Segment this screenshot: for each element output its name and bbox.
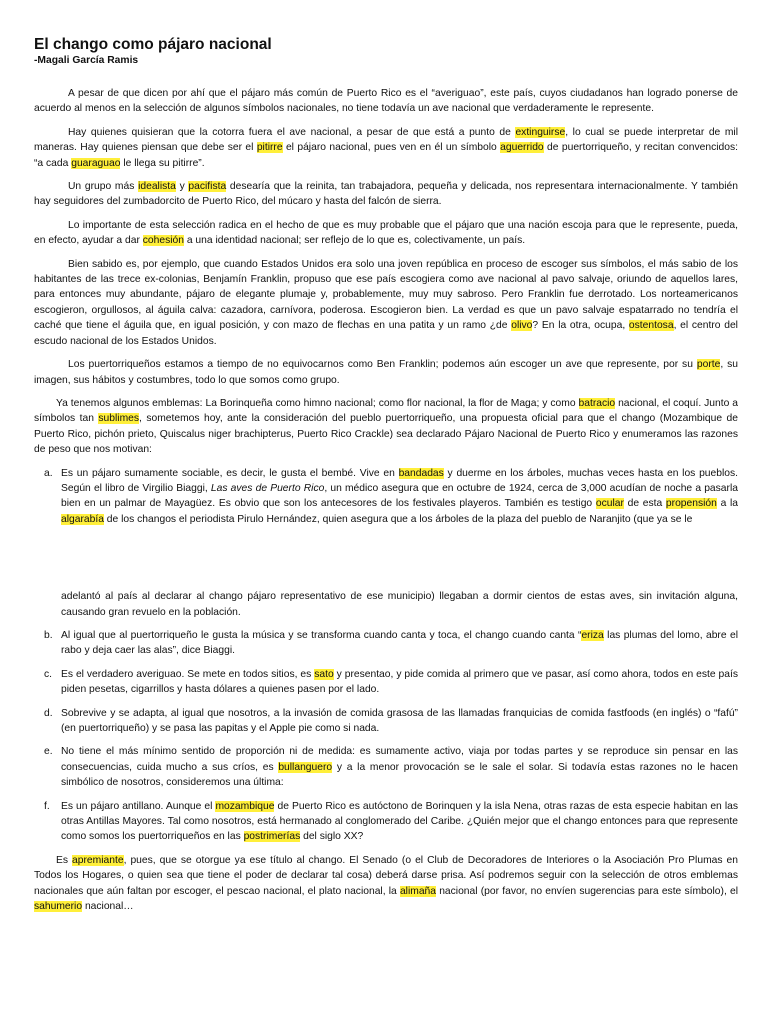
- highlighted-word: porte: [696, 359, 721, 371]
- highlighted-word: eriza: [581, 629, 604, 641]
- list-item-c: [34, 667, 738, 698]
- text-segment: de puertorriqueño, y recitan convencidos: “a cada: [34, 142, 739, 169]
- highlighted-word: batracio: [578, 397, 616, 409]
- text-segment: nacional, el coquí. Junto a símbolos tan: [34, 397, 738, 425]
- paragraph-7: [34, 396, 738, 458]
- text-segment: a una identidad nacional; ser reflejo de lo que es, colectivamente, un país.: [183, 235, 526, 247]
- book-title: Las aves de Puerto Rico: [210, 482, 325, 494]
- list-item-a: [34, 466, 738, 620]
- list-item-text: [61, 746, 738, 788]
- highlighted-word: idealista: [138, 181, 176, 193]
- text-segment: , lo cual se puede interpretar de mil maneras. Hay quienes piensan que debe ser el: [34, 126, 739, 154]
- text-segment: y duerme en los árboles, muchas veces hasta en los pueblos. Según el libro de Virgilio Biaggi,: [61, 467, 738, 494]
- document-author: -Magali García Ramis: [34, 55, 139, 66]
- highlighted-word: cohesión: [142, 235, 184, 247]
- text-segment: , sometemos hoy, ante la consideración del pueblo puertorriqueño, una propuesta oficial para que el chango (Mozambique de Puerto Rico, pichón prieto, Quiscalus niger brachipterus, Puerto Rico Crackle) sea declarado Pájaro Nacional de Puerto Rico y enumeramos las razones de peso que nos motivan:: [34, 413, 738, 456]
- text-segment: las plumas del lomo, abre el rabo y deja caer las alas”, dice Biaggi.: [61, 629, 738, 657]
- text-segment: Los puertorriqueños estamos a tiempo de no equivocarnos como Ben Franklin; podemos aún escoger un ave que represente, por su: [68, 359, 697, 371]
- text-segment: ? En la otra, ocupa,: [532, 320, 629, 332]
- text-segment: No tiene el más mínimo sentido de proporción ni de medida: es sumamente activo, viaja por todas partes y se reproduce sin pensar en las consecuencias, cuida mucho a sus críos, es: [61, 746, 738, 773]
- list-item-continuation: adelantó al país al declarar al chango pájaro representativo de ese municipio) llegaban a dormir cientos de estas aves, sin invitación alguna, causando gran revuelo en la población.: [61, 591, 738, 618]
- highlighted-word: bullanguero: [278, 761, 333, 773]
- highlighted-word: apremiante: [72, 854, 124, 866]
- text-segment: le llega su pitirre”.: [120, 157, 205, 169]
- text-segment: , pues, que se otorgue ya ese título al chango. El Senado (o el Club de Decoradores de Interiores o la Asociación Pro Plumas en Todos los Hogares, o quien sea que tiene el poder de declarar tal cosa) deberá darse prisa. Así podremos seguir con la selección de otros emblemas nacionales que aún faltan por escoger, el pescao nacional, el plato nacional, la: [34, 854, 738, 897]
- highlighted-word: algarabía: [61, 513, 104, 525]
- text-segment: Hay quienes quisieran que la cotorra fuera el ave nacional, a pesar de que está a punto de: [68, 126, 516, 138]
- text-segment: Es el verdadero averiguao. Se mete en todos sitios, es: [61, 668, 315, 680]
- list-item-text: [61, 708, 738, 734]
- text-segment: de esta: [623, 498, 666, 510]
- list-item-text: [61, 801, 738, 843]
- page-break-gap: [61, 527, 738, 589]
- paragraph-2: [34, 125, 738, 171]
- highlighted-word: extinguirse: [515, 126, 566, 138]
- text-segment: Bien sabido es, por ejemplo, que cuando Estados Unidos era solo una joven república en proceso de escoger sus símbolos, el más sabio de los habitantes de las trece ex-colonias, Benjamín Franklin, propuso que ese país escogiera como ave nacional al pavo salvaje, oriundo de aquellos lares, para entonces muy abundante, pájaro de elegante plumaje y, probablemente, muy muy sabroso. Pero Franklin fue derrotado. Los norteamericanos escogieron, orgullosos, al águila calva: cazadora, carnívora, poderosa. Escogieron bien. La verdad es que un pavo salvaje espatarrado no tendría el caché que tiene el águila que, en igual posición, y con mazo de flechas en una patita y un ramo ¿de: [34, 258, 738, 332]
- paragraph-5: [34, 257, 738, 349]
- highlighted-word: ocular: [595, 498, 624, 510]
- text-segment: A pesar de que dicen por ahí que el pájaro más común de Puerto Rico es el “averiguao”, este país, cuyos ciudadanos han logrado ponerse de acuerdo al menos en la selección de algunos símbolos nacionales, no tiene todavía un ave nacional que verdaderamente le represente.: [34, 88, 738, 115]
- paragraph-1: [34, 86, 738, 117]
- list-marker: c.: [44, 668, 53, 680]
- highlighted-word: sahumerio: [34, 901, 83, 913]
- highlighted-word: olivo: [511, 320, 533, 332]
- highlighted-word: sato: [314, 668, 334, 680]
- list-item-b: [34, 628, 738, 659]
- highlighted-word: mozambique: [215, 800, 275, 812]
- text-segment: y presentao, y pide comida al primero que ve pasar, así como ahora, todos en este país piden pesetas, cigarrillos y hasta dólares a quienes pasen por el lado.: [61, 668, 738, 696]
- highlighted-word: pitirre: [256, 142, 283, 154]
- paragraph-3: [34, 179, 738, 210]
- text-segment: de los changos el periodista Pirulo Hernández, quien asegura que a los árboles de la plaza del pueblo de Naranjito (que ya se le: [103, 513, 693, 525]
- list-item-text: [61, 468, 738, 525]
- highlighted-word: aguerrido: [500, 142, 544, 154]
- text-segment: Es un pájaro sumamente sociable, es decir, le gusta el bembé. Vive en: [61, 467, 399, 479]
- highlighted-word: pacifista: [188, 181, 227, 193]
- text-segment: Un grupo más: [68, 181, 139, 193]
- text-segment: el pájaro nacional, pues ven en él un símbolo: [282, 142, 501, 154]
- highlighted-word: sublimes: [98, 413, 140, 425]
- text-segment: , su imagen, sus hábitos y costumbres, todo lo que somos como grupo.: [34, 359, 738, 386]
- text-segment: y a la menor provocación se le sale el solar. Si todavía estas razones no le hacen simbólico de nosotros, consideremos una última:: [61, 761, 738, 789]
- text-segment: , un médico asegura que en octubre de 1924, cerca de 3,000 acudían de noche a pasarla bien en un palmar de Mayagüez. Es obvio que son los antecesores de los festivales playeros. También es testigo: [61, 482, 738, 510]
- reasons-list: [34, 466, 738, 845]
- highlighted-word: alimaña: [399, 885, 437, 897]
- highlighted-word: guaraguao: [71, 157, 121, 169]
- text-segment: del siglo XX?: [300, 831, 364, 843]
- text-segment: Es: [56, 854, 73, 866]
- text-segment: Ya tenemos algunos emblemas: La Borinqueña como himno nacional; como flor nacional, la flor de Maga; y como: [56, 397, 579, 409]
- list-marker: a.: [44, 467, 53, 479]
- list-marker: f.: [44, 800, 50, 812]
- list-marker: d.: [44, 707, 53, 719]
- list-item-text: [61, 669, 738, 695]
- highlighted-word: postrimerías: [243, 831, 301, 843]
- text-segment: Lo importante de esta selección radica en el hecho de que es muy probable que el pájaro que una nación escoja para que le represente, pueda, en efecto, ayudar a dar: [34, 219, 738, 247]
- text-segment: y: [175, 181, 189, 193]
- text-segment: desearía que la reinita, tan trabajadora, pequeña y delicada, nos representara internacionalmente. Y también hay seguidores del zumbadorcito de Puerto Rico, del múcaro y hasta del falcón de sierra.: [34, 181, 738, 208]
- text-segment: , el centro del escudo nacional de los Estados Unidos.: [34, 320, 738, 347]
- text-segment: nacional…: [82, 901, 134, 913]
- list-marker: e.: [44, 746, 53, 758]
- highlighted-word: bandadas: [398, 467, 444, 479]
- paragraph-4: [34, 218, 738, 249]
- text-segment: Al igual que al puertorriqueño le gusta la música y se transforma cuando canta y toca, el chango cuando canta “: [61, 629, 582, 641]
- paragraph-6: [34, 357, 738, 388]
- text-segment: a la: [716, 498, 739, 510]
- highlighted-word: ostentosa: [628, 320, 674, 332]
- list-marker: b.: [44, 629, 53, 641]
- highlighted-word: propensión: [665, 498, 717, 510]
- list-item-d: [34, 706, 738, 737]
- document-title: El chango como pájaro nacional: [34, 36, 272, 53]
- list-item-text: [61, 630, 738, 656]
- text-segment: Es un pájaro antillano. Aunque el: [61, 800, 216, 812]
- list-item-f: [34, 799, 738, 845]
- text-segment: Sobrevive y se adapta, al igual que nosotros, a la invasión de comida grasosa de las llamadas franquicias de comida fastfoods (en inglés) o “fafú” (en puertorriqueño) y se pasa las papitas y el Apple pie como si nada.: [61, 707, 738, 734]
- closing-paragraph: [34, 853, 738, 915]
- list-item-e: [34, 744, 738, 790]
- text-segment: de Puerto Rico es autóctono de Borinquen y la isla Nena, otras razas de esta especie habitan en las otras Antillas Mayores. Tal como nosotros, está hermanado al conglomerado del Caribe. ¿Quién mejor que el chango entonces para que represente como somos los puertorriqueños en las: [61, 800, 738, 843]
- text-segment: nacional (por favor, no envíen sugerencias para este símbolo), el: [436, 885, 738, 897]
